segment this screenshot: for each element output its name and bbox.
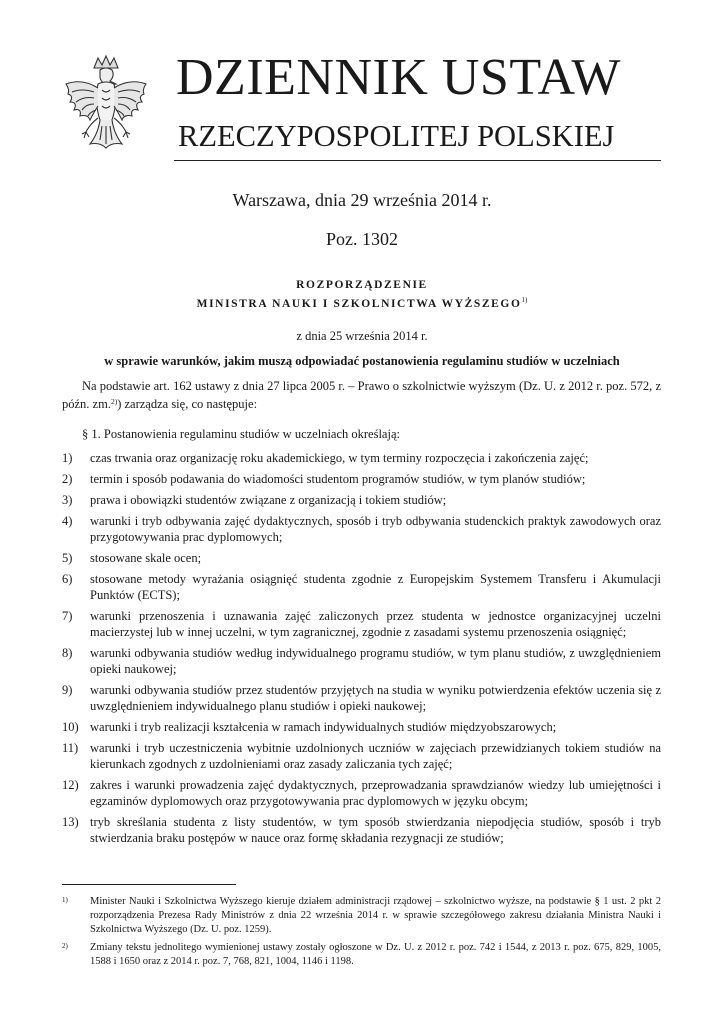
item-number: 3) bbox=[62, 493, 73, 507]
list-item bbox=[62, 513, 661, 545]
footnotes-list bbox=[62, 895, 661, 973]
footnote-ref-2: 2) bbox=[110, 397, 118, 406]
footnote bbox=[62, 941, 661, 969]
act-subject: w sprawie warunków, jakim muszą odpowiadać postanowienia regulaminu studiów w uczelniach bbox=[104, 354, 620, 368]
polish-eagle-emblem-icon bbox=[60, 54, 152, 162]
item-number: 11) bbox=[62, 741, 79, 755]
journal-subtitle: RZECZYPOSPOLITEJ POLSKIEJ bbox=[178, 119, 615, 153]
footnote-divider bbox=[62, 884, 236, 885]
item-text: stosowane metody wyrażania osiągnięć studenta zgodnie z Europejskim Systemem Transferu i Akumulacji Punktów (ECTS); bbox=[90, 572, 661, 602]
item-number: 9) bbox=[62, 683, 73, 697]
list-item bbox=[62, 450, 661, 466]
act-authority bbox=[0, 296, 724, 310]
act-date: z dnia 25 września 2014 r. bbox=[296, 329, 428, 343]
legal-basis-part2: ) zarządza się, co następuje: bbox=[117, 397, 258, 411]
item-number: 7) bbox=[62, 609, 73, 623]
list-item bbox=[62, 608, 661, 640]
paragraph-1-intro: § 1. Postanowienia regulaminu studiów w uczelniach określają: bbox=[82, 427, 400, 441]
list-item bbox=[62, 571, 661, 603]
act-authority-text: MINISTRA NAUKI I SZKOLNICTWA WYŻSZEGO bbox=[196, 298, 522, 310]
footnote bbox=[62, 895, 661, 937]
item-text: stosowane skale ocen; bbox=[90, 551, 202, 565]
item-text: tryb skreślania studenta z listy studentów, w tym sposób stwierdzania niepodjęcia studiów, sposób i tryb stwierdzania braku postępów w nauce oraz formę składania rezygnacji ze studiów; bbox=[90, 815, 661, 845]
item-text: zakres i warunki prowadzenia zajęć dydaktycznych, przeprowadzania sprawdzianów wiedzy lub umiejętności i egzaminów dyplomowych oraz przygotowywania prac dyplomowych w języku obcym; bbox=[90, 778, 661, 808]
legal-basis bbox=[62, 378, 661, 412]
item-text: prawa i obowiązki studentów związane z organizacją i tokiem studiów; bbox=[90, 493, 447, 507]
list-item bbox=[62, 550, 661, 566]
item-text: czas trwania oraz organizację roku akademickiego, w tym terminy rozpoczęcia i zakończenia zajęć; bbox=[90, 451, 589, 465]
item-number: 2) bbox=[62, 472, 73, 486]
footnote-mark: 2) bbox=[62, 942, 68, 950]
item-number: 4) bbox=[62, 514, 73, 528]
item-text: warunki i tryb uczestniczenia wybitnie uzdolnionych uczniów w zajęciach przewidzianych tokiem studiów na kierunkach zgodnych z uzdolnieniami oraz zasady zaliczania tych zajęć; bbox=[90, 741, 661, 771]
list-item bbox=[62, 492, 661, 508]
list-item bbox=[62, 814, 661, 846]
position-number: Poz. 1302 bbox=[326, 229, 398, 249]
legal-basis-part1: Na podstawie art. 162 ustawy z dnia 27 lipca 2005 r. – Prawo o szkolnictwie wyższym (Dz. U. z 2012 r. poz. 572, z późn. zm. bbox=[62, 379, 661, 411]
item-number: 13) bbox=[62, 815, 79, 829]
item-text: warunki i tryb odbywania zajęć dydaktycznych, sposób i tryb odbywania studenckich praktyk zawodowych oraz przygotowywania prac dyplomowych; bbox=[90, 514, 661, 544]
list-item bbox=[62, 740, 661, 772]
item-text: warunki odbywania studiów według indywidualnego programu studiów, w tym planu studiów, z uwzględnieniem opieki naukowej; bbox=[90, 646, 661, 676]
item-number: 12) bbox=[62, 778, 79, 792]
item-number: 10) bbox=[62, 720, 79, 734]
list-item bbox=[62, 471, 661, 487]
footnote-text: Zmiany tekstu jednolitego wymienionej ustawy zostały ogłoszone w Dz. U. z 2012 r. poz. 742 i 1544, z 2013 r. poz. 675, 829, 1005, 1588 i 1650 oraz z 2014 r. poz. 7, 768, 821, 1004, 1146 i 1198. bbox=[90, 942, 661, 967]
publication-date: Warszawa, dnia 29 września 2014 r. bbox=[232, 190, 492, 210]
footnote-ref-1: 1) bbox=[521, 296, 528, 304]
list-item bbox=[62, 777, 661, 809]
journal-title: DZIENNIK USTAW bbox=[176, 49, 621, 106]
item-text: termin i sposób podawania do wiadomości studentom programów studiów, w tym planów studiów; bbox=[90, 472, 586, 486]
item-text: warunki i tryb realizacji kształcenia w ramach indywidualnych studiów międzyobszarowych; bbox=[90, 720, 557, 734]
item-text: warunki odbywania studiów przez studentów przyjętych na studia w wyniku potwierdzenia efektów uczenia się z uwzględnieniem indywidualnego planu studiów i opieki naukowej; bbox=[90, 683, 661, 713]
masthead-divider bbox=[174, 160, 661, 161]
list-item bbox=[62, 645, 661, 677]
item-text: warunki przenoszenia i uznawania zajęć zaliczonych przez studenta w jednostce organizacyjnej uczelni macierzystej lub w innej uczelni, w tym zagranicznej, zgodnie z zasadami systemu przenoszenia osiągnięć; bbox=[90, 609, 661, 639]
item-number: 1) bbox=[62, 451, 73, 465]
act-type: ROZPORZĄDZENIE bbox=[296, 279, 428, 291]
footnote-text: Minister Nauki i Szkolnictwa Wyższego kieruje działem administracji rządowej – szkolnictwo wyższe, na podstawie § 1 ust. 2 pkt 2 rozporządzenia Prezesa Rady Ministrów z dnia 22 września 2014 r. w sprawie szczegółowego zakresu działania Ministra Nauki i Szkolnictwa Wyższego (Dz. U. poz. 1259). bbox=[90, 896, 661, 935]
list-item bbox=[62, 719, 661, 735]
list-item bbox=[62, 682, 661, 714]
item-number: 5) bbox=[62, 551, 73, 565]
item-number: 8) bbox=[62, 646, 73, 660]
item-number: 6) bbox=[62, 572, 73, 586]
regulation-items-list bbox=[62, 450, 661, 851]
footnote-mark: 1) bbox=[62, 896, 68, 904]
